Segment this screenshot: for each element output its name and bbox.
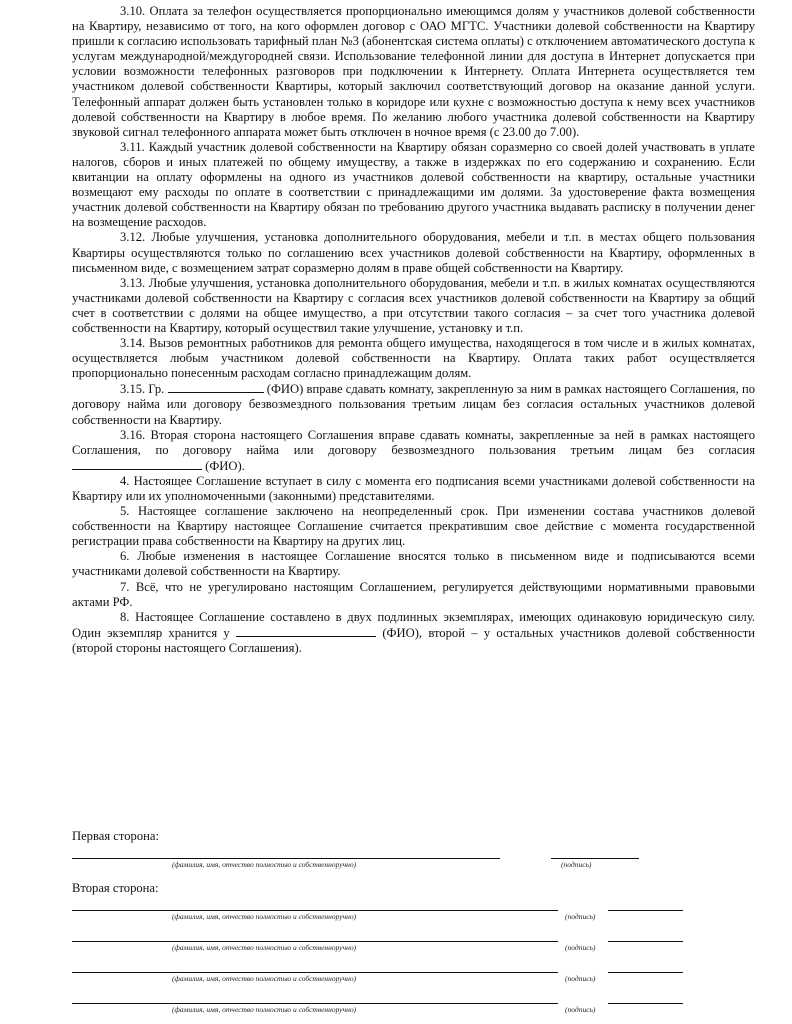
first-party-name-caption: (фамилия, имя, отчество полностью и собственноручно)	[172, 860, 357, 869]
paragraph-3-15	[72, 381, 755, 427]
second-party-signature-caption: (подпись)	[565, 943, 596, 952]
name-blank-field[interactable]	[236, 625, 376, 637]
second-party-signature-line[interactable]	[608, 972, 683, 973]
second-party-name-line[interactable]	[72, 941, 558, 942]
first-party-signature-caption: (подпись)	[561, 860, 592, 869]
second-party-name-caption: (фамилия, имя, отчество полностью и собственноручно)	[172, 943, 357, 952]
second-party-signature-caption: (подпись)	[565, 1005, 596, 1014]
second-party-name-caption: (фамилия, имя, отчество полностью и собственноручно)	[172, 912, 357, 921]
name-blank-field[interactable]	[168, 381, 264, 393]
first-party-name-line[interactable]	[72, 858, 500, 859]
paragraph-3-15-rest: (ФИО) вправе сдавать комнату, закрепленную за ним в рамках настоящего Соглашения, по договору найма или договору безвозмездного пользования третьим лицам без согласия остальных участников долевой собственности на Квартиру.	[72, 382, 755, 427]
paragraph-3-16-rest: (ФИО).	[205, 458, 245, 473]
paragraph-5: 5. Настоящее соглашение заключено на неопределенный срок. При изменении состава участников долевой собственности на Квартиру настоящее Соглашение считается прекратившим свое действие с момента государственной регистрации права собственности на Квартиру на других лиц.	[72, 504, 755, 549]
paragraph-7: 7. Всё, что не урегулировано настоящим Соглашением, регулируется действующими нормативными правовыми актами РФ.	[72, 579, 755, 609]
first-party-label: Первая сторона:	[72, 829, 159, 843]
paragraph-3-10: 3.10. Оплата за телефон осуществляется пропорционально имеющимся долям у участников долевой собственности на Квартиру, независимо от того, на кого оформлен договор с ОАО МГТС. Участники долевой собственности на Квартиру пришли к согласию использовать тарифный план №3 (абонентская система оплаты) с отключением автоматического доступа к услугам международной/междугородней связи. Использование телефонной линии для доступа в Интернет допускается при условии возможности телефонных разговоров при подключении к Интернету. Оплата Интернета осуществляется тем участником долевой собственности Квартиры, который заключил соответствующий договор на оказание данной услуги. Телефонный аппарат должен быть установлен только в коридоре или кухне с возможностью доступа к нему всех участников долевой собственности на Квартиру в любое время. По желанию любого участника долевой собственности на Квартиру звуковой сигнал телефонного аппарата может быть отключен в ночное время (с 23.00 до 7.00).	[72, 4, 755, 139]
second-party-signature-caption: (подпись)	[565, 974, 596, 983]
document-page	[72, 4, 755, 656]
first-party-signature-line[interactable]	[551, 858, 639, 859]
paragraph-6: 6. Любые изменения в настоящее Соглашение вносятся только в письменном виде и подписываются всеми участниками долевой собственности на Квартиру.	[72, 549, 755, 579]
second-party-signature-line[interactable]	[608, 910, 683, 911]
second-party-name-line[interactable]	[72, 1003, 558, 1004]
paragraph-8	[72, 610, 755, 656]
second-party-signature-caption: (подпись)	[565, 912, 596, 921]
paragraph-3-16-start: 3.16. Вторая сторона настоящего Соглашения вправе сдавать комнаты, закрепленные за ней в рамках настоящего Соглашения, по договору найма или договору безвозмездного пользования третьим лицам без согласия	[72, 427, 755, 457]
second-party-name-line[interactable]	[72, 910, 558, 911]
name-blank-field[interactable]	[72, 458, 202, 470]
paragraph-3-16	[72, 428, 755, 474]
second-party-name-caption: (фамилия, имя, отчество полностью и собственноручно)	[172, 974, 357, 983]
second-party-signature-line[interactable]	[608, 1003, 683, 1004]
second-party-label: Вторая сторона:	[72, 881, 159, 895]
second-party-name-caption: (фамилия, имя, отчество полностью и собственноручно)	[172, 1005, 357, 1014]
paragraph-4: 4. Настоящее Соглашение вступает в силу с момента его подписания всеми участниками долевой собственности на Квартиру или их уполномоченными (законными) представителями.	[72, 473, 755, 503]
paragraph-8-start: 8. Настоящее Соглашение составлено в двух подлинных экземплярах, имеющих одинаковую юридическую силу. Один экземпляр хранится у	[72, 609, 755, 640]
paragraph-8-rest: (ФИО), второй – у остальных участников долевой собственности (второй стороны настоящего Соглашения).	[72, 625, 756, 655]
second-party-signature-line[interactable]	[608, 941, 683, 942]
paragraph-3-12: 3.12. Любые улучшения, установка дополнительного оборудования, мебели и т.п. в местах общего пользования Квартиры осуществляются только по соглашению всех участников долевой собственности на Квартиру, оформленных в письменном виде, с возмещением затрат соразмерно долям в праве общей собственности на Квартиру.	[72, 230, 755, 275]
paragraph-3-15-start: 3.15. Гр.	[120, 382, 165, 397]
paragraph-3-14: 3.14. Вызов ремонтных работников для ремонта общего имущества, находящегося в том числе и в жилых комнатах, осуществляется любым участником долевой собственности на Квартиру. Оплата таких работ осуществляется пропорционально понесенным расходам согласно принадлежащим долям.	[72, 336, 755, 381]
paragraph-3-13: 3.13. Любые улучшения, установка дополнительного оборудования, мебели и т.п. в жилых комнатах осуществляются участниками долевой собственности на Квартиру с согласия всех участников долевой собственности на Квартиру за общий счет в соответствии с долями на общее имущество, а при отсутствии такого согласия – за счет того участника долевой собственности на Квартиру, который осуществил такие улучшение, установку и т.п.	[72, 275, 755, 335]
second-party-name-line[interactable]	[72, 972, 558, 973]
paragraph-3-11: 3.11. Каждый участник долевой собственности на Квартиру обязан соразмерно со своей долей участвовать в уплате налогов, сборов и иных платежей по общему имуществу, а также в издержках по его содержанию и сохранению. Если квитанции на оплату оформлены на одного из участников долевой собственности на квартиру, остальные участники возмещают ему расходы по оплате в соответствии с принадлежащими им долями. За удостоверение факта возмещения участник долевой собственности на Квартиру обязан по требованию другого участника выдавать расписку в получении денег на возмещение расходов.	[72, 139, 755, 230]
